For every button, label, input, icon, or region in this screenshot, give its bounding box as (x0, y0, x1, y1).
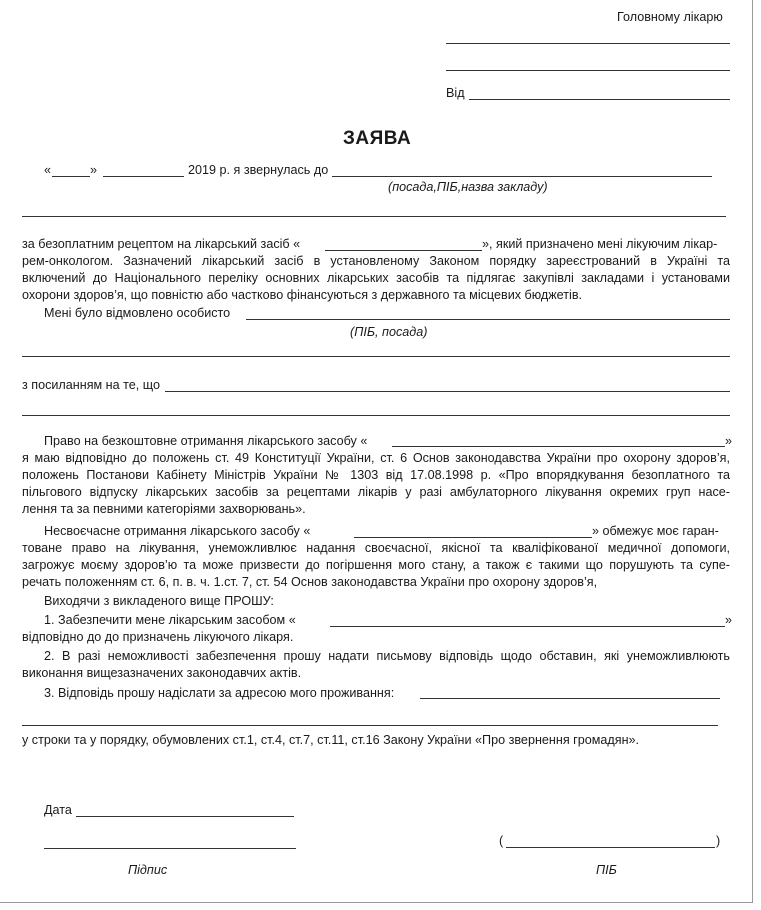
p1-line2: рем-онкологом. Зазначений лікарський засіб в установленому Законом порядку зареєстрований в Україні та (22, 254, 730, 268)
request-item1-end: » (725, 613, 733, 627)
date-label: Дата (44, 803, 72, 817)
drug-name-field-3[interactable] (354, 537, 592, 538)
drug-name-field-1[interactable] (325, 250, 482, 251)
institution-field-2[interactable] (22, 216, 726, 217)
p3-line2: товане право на лікування, унеможливлює надання своєчасної, якісної та кваліфікованої медичної допомоги, (22, 541, 730, 555)
p2-line1-end: » (725, 434, 733, 448)
p2-line4: пільгового відпуску лікарських засобів за рецептами лікарів у разі амбулаторного лікування окремих груп насе- (22, 485, 730, 499)
request-item3: 3. Відповідь прошу надіслати за адресою мого проживання: (44, 686, 395, 700)
request-item1-start: 1. Забезпечити мене лікарським засобом « (44, 613, 296, 627)
reason-label: з посиланням на те, що (22, 378, 160, 392)
month-field[interactable] (103, 176, 184, 177)
p1-line3: включений до Національного переліку основних лікарських засобів та підлягає закупівлі закладами і установами (22, 271, 730, 285)
from-field[interactable] (469, 99, 730, 100)
date-open-quote: « (44, 163, 52, 177)
date-close-quote: » (90, 163, 98, 177)
paren-close: ) (716, 834, 721, 848)
p1-line1-start: за безоплатним рецептом на лікарський засіб « (22, 237, 301, 251)
addressee-institution-field[interactable] (332, 176, 712, 177)
refused-person-field[interactable] (246, 319, 730, 320)
drug-name-field-2[interactable] (392, 446, 725, 447)
request-intro: Виходячи з викладеного вище ПРОШУ: (44, 594, 274, 608)
p2-line1-start: Право на безкоштовне отримання лікарського засобу « (44, 434, 368, 448)
address-field-1[interactable] (420, 698, 720, 699)
addressee-line-2[interactable] (446, 70, 730, 71)
p1-line1-end: », який призначено мені лікуючим лікар- (482, 237, 718, 251)
paren-open: ( (499, 834, 504, 848)
p1-line4: охорони здоров’я, що повністю або частково фінансуються з державного та місцевих бюджетів. (22, 288, 583, 302)
signature-field[interactable] (44, 848, 296, 849)
p2-line5: лення та за певними категоріями захворювань». (22, 502, 306, 516)
closing-text: у строки та у порядку, обумовлених ст.1, ст.4, ст.7, ст.11, ст.16 Закону України «Про звернення громадян». (22, 733, 640, 747)
p3-line1-end: » обмежує моє гаран- (592, 524, 719, 538)
position-hint: (посада,ПІБ,назва закладу) (388, 180, 548, 194)
drug-name-field-4[interactable] (330, 626, 725, 627)
p3-line4: речать положенням ст. 6, п. в. ч. 1.ст. 7, ст. 54 Основ законодавства України про охорону здоров’я, (22, 575, 598, 589)
refused-hint: (ПІБ, посада) (350, 325, 428, 339)
p3-line3: загрожує моєму здоров’ю та може призвести до погіршення мого стану, а також є такими що порушують та супе- (22, 558, 730, 572)
name-field[interactable] (506, 847, 715, 848)
document-title: ЗАЯВА (343, 128, 412, 149)
date-field[interactable] (76, 816, 294, 817)
p2-line2: я маю відповідно до положень ст. 49 Конституції України, ст. 6 Основ законодавства України про охорону здоров’я, (22, 451, 730, 465)
addressee-line-1[interactable] (446, 43, 730, 44)
day-field[interactable] (52, 176, 90, 177)
p3-line1-start: Несвоєчасне отримання лікарського засобу « (44, 524, 311, 538)
request-item2-line1: 2. В разі неможливості забезпечення прошу надати письмову відповідь щодо обставин, які унеможливлюють (44, 649, 730, 663)
name-label: ПІБ (596, 863, 617, 877)
addressee: Головному лікарю (617, 10, 723, 24)
from-label: Від (446, 86, 465, 100)
reason-field-2[interactable] (22, 415, 730, 416)
p2-line3: положень Постанови Кабінету Міністрів України № 1303 від 17.08.1998 р. «Про впорядкування безоплатного та (22, 468, 730, 482)
request-item2-line2: виконання вищезазначених законодавчих актів. (22, 666, 302, 680)
refused-person-field-2[interactable] (22, 356, 730, 357)
year-text: 2019 р. я звернулась до (188, 163, 329, 177)
signature-label: Підпис (128, 863, 168, 877)
reason-field-1[interactable] (165, 391, 730, 392)
request-item1-cont: відповідно до до призначень лікуючого лікаря. (22, 630, 294, 644)
refused-label: Мені було відмовлено особисто (44, 306, 231, 320)
address-field-2[interactable] (22, 725, 718, 726)
